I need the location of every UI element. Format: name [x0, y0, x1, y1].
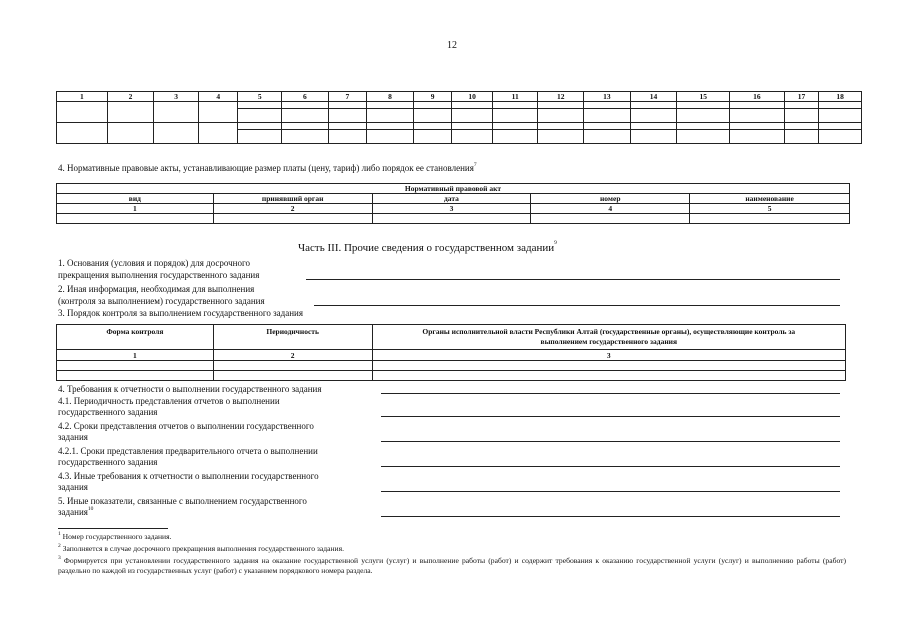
table-row [57, 102, 862, 109]
col-header: 8 [367, 92, 414, 102]
part3-title-text: Часть III. Прочие сведения о государственном задании [298, 242, 555, 254]
col-number: 1 [57, 204, 214, 214]
col-header: 6 [282, 92, 329, 102]
control-table [56, 324, 846, 381]
col-header: 10 [452, 92, 493, 102]
col-header: 1 [57, 92, 108, 102]
fill-line [381, 516, 840, 517]
reporting-item42-line2: задания [58, 432, 88, 442]
table-row [57, 361, 846, 371]
reporting-item41-line1: 4.1. Периодичность представления отчетов о выполнении [58, 396, 280, 406]
footnote-separator [58, 528, 168, 529]
col-number: 2 [213, 204, 372, 214]
col-header: 5 [238, 92, 282, 102]
fill-line [381, 466, 840, 467]
table-header-row [57, 92, 862, 102]
reporting-item5-line2-text: задания [58, 507, 88, 517]
section4-title [58, 163, 477, 174]
col-number: 2 [213, 350, 372, 361]
part3-item2-line2: (контроля за выполнением) государственного задания [58, 296, 265, 306]
col-header: 4 [198, 92, 238, 102]
footnote-ref: 10 [87, 506, 94, 512]
col-header: Форма контроля [57, 325, 214, 350]
col-number: 4 [531, 204, 690, 214]
col-header: 14 [630, 92, 677, 102]
col-number: 1 [57, 350, 214, 361]
reporting-item421-line2: государственного задания [58, 457, 158, 467]
table-header-row [57, 325, 846, 350]
fill-line [306, 279, 840, 280]
table-header-row [57, 194, 850, 204]
col-header: Периодичность [213, 325, 372, 350]
fill-line [381, 416, 840, 417]
table-row [57, 371, 846, 381]
footnote-mark: 3 [58, 555, 61, 561]
indicators-table [56, 91, 862, 144]
col-header: Органы исполнительной власти Республики Алтай (государственные органы), осуществляющие контроль за выполнением государственного задания [372, 325, 845, 350]
col-header: 15 [677, 92, 730, 102]
part3-title [298, 241, 557, 255]
reporting-item5-line2 [58, 507, 93, 518]
reporting-item4: 4. Требования к отчетности о выполнении государственного задания [58, 384, 322, 394]
col-header: дата [372, 194, 531, 204]
footnote-3 [58, 556, 846, 576]
section4-title-text: 4. Нормативные правовые акты, устанавливающие размер платы (цену, тариф) либо порядок ее становления [58, 163, 474, 173]
part3-item3: 3. Порядок контроля за выполнением государственного задания [58, 308, 303, 318]
table-row [57, 123, 862, 130]
fill-line [381, 441, 840, 442]
part3-item1-line1: 1. Основания (условия и порядок) для досрочного [58, 258, 250, 268]
reporting-item43-line2: задания [58, 482, 88, 492]
col-header: 7 [328, 92, 367, 102]
reporting-item5-line1: 5. Иные показатели, связанные с выполнением государственного [58, 496, 307, 506]
col-header: 2 [107, 92, 154, 102]
col-number: 5 [690, 204, 850, 214]
normative-acts-table [56, 183, 850, 224]
col-header: вид [57, 194, 214, 204]
col-number: 3 [372, 350, 845, 361]
footnote-2 [58, 544, 848, 554]
footnote-mark: 1 [58, 531, 61, 537]
reporting-item42-line1: 4.2. Сроки представления отчетов о выполнении государственного [58, 421, 314, 431]
part3-item2-line1: 2. Иная информация, необходимая для выполнения [58, 284, 255, 294]
table-number-row [57, 350, 846, 361]
col-header: 11 [492, 92, 538, 102]
reporting-item41-line2: государственного задания [58, 407, 158, 417]
fill-line [381, 491, 840, 492]
table-row [57, 214, 850, 224]
fill-line [381, 393, 840, 394]
footnote-text: Формируется при установлении государственного задания на оказание государственной услуги (услуг) и выполнение работы (работ) и содержит требования к оказанию государственной услуги (услуг) и выполнению работы (работ) раздельно по каждой из государственных услуг (работ) с указанием порядкового номера раздела. [58, 556, 846, 575]
col-header: 3 [154, 92, 199, 102]
table-title: Нормативный правовой акт [57, 184, 850, 194]
col-header: 12 [538, 92, 584, 102]
reporting-item43-line1: 4.3. Иные требования к отчетности о выполнении государственного [58, 471, 319, 481]
col-header: наименование [690, 194, 850, 204]
col-header: 13 [584, 92, 631, 102]
footnote-1 [58, 532, 848, 542]
footnote-text: Заполняется в случае досрочного прекращения выполнения государственного задания. [62, 544, 345, 553]
footnote-ref: 9 [554, 240, 557, 246]
table-number-row [57, 204, 850, 214]
footnote-text: Номер государственного задания. [62, 532, 172, 541]
col-header: 9 [413, 92, 452, 102]
col-header: 16 [730, 92, 785, 102]
reporting-item421-line1: 4.2.1. Сроки представления предварительного отчета о выполнении [58, 446, 318, 456]
col-header: 17 [784, 92, 818, 102]
col-number: 3 [372, 204, 531, 214]
page-number: 12 [447, 40, 457, 51]
col-header: номер [531, 194, 690, 204]
part3-item1-line2: прекращения выполнения государственного задания [58, 270, 260, 280]
col-header: принявший орган [213, 194, 372, 204]
col-header: 18 [819, 92, 862, 102]
fill-line [314, 305, 840, 306]
footnote-mark: 2 [58, 543, 61, 549]
footnote-ref: 7 [473, 162, 477, 168]
